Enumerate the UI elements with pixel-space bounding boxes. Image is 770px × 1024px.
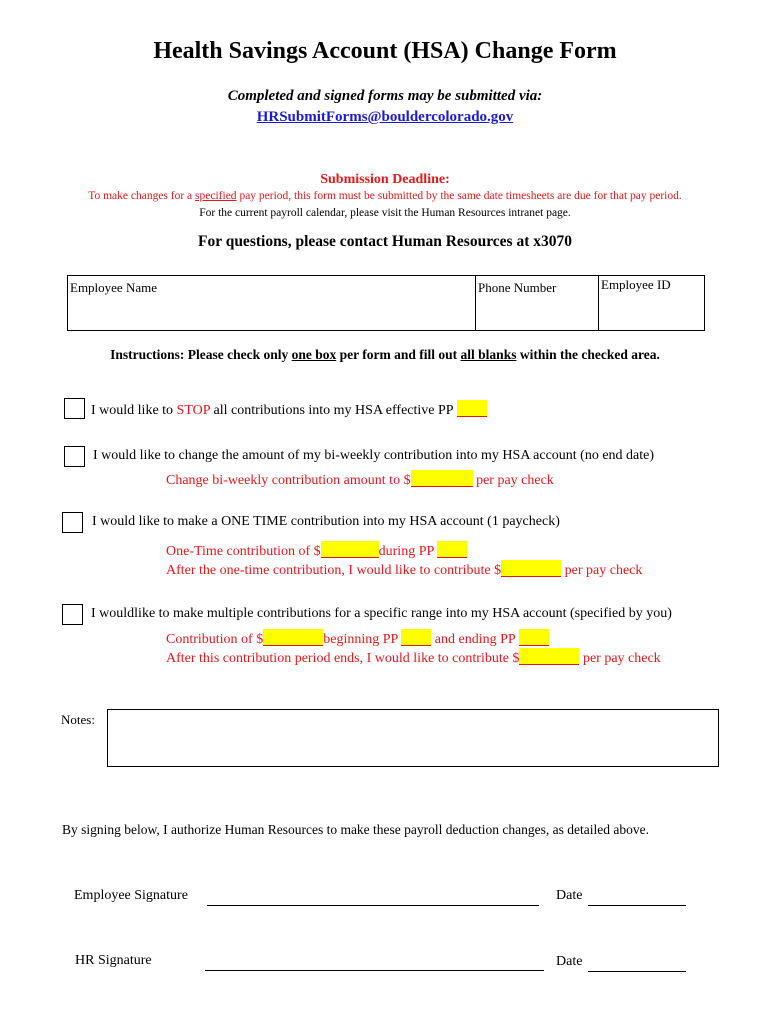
submission-instructions: Completed and signed forms may be submitted via: <box>227 88 543 104</box>
one-time-pp-blank[interactable] <box>437 541 467 558</box>
employee-signature-line[interactable] <box>207 905 539 906</box>
employee-name-field[interactable] <box>68 276 475 330</box>
employee-name-label: Employee Name <box>70 280 157 295</box>
multiple-contributions-checkbox[interactable] <box>62 604 83 625</box>
instructions <box>0 347 770 363</box>
multiple-begin-pp-blank[interactable] <box>401 629 431 646</box>
payroll-calendar-note: For the current payroll calendar, please visit the Human Resources intranet page. <box>199 207 571 219</box>
multiple-end-pre: and ending PP <box>431 632 519 647</box>
multiple-contributions-option: I wouldlike to make multiple contributions for a specific range into my HSA account (specified by you) <box>91 606 672 621</box>
change-amount-checkbox[interactable] <box>64 446 85 467</box>
hr-date-line[interactable] <box>588 971 686 972</box>
employee-signature-label: Employee Signature <box>74 888 188 903</box>
change-amount-blank[interactable] <box>411 470 473 487</box>
multiple-detail-1 <box>166 629 549 648</box>
after-one-time-post: per pay check <box>561 563 643 578</box>
notes-field[interactable] <box>107 709 719 767</box>
deadline-rule <box>0 190 770 202</box>
instructions-pre: Instructions: Please check only <box>110 347 292 362</box>
one-time-option: I would like to make a ONE TIME contribution into my HSA account (1 paycheck) <box>92 514 560 529</box>
instructions-post: within the checked area. <box>516 347 660 362</box>
employee-date-line[interactable] <box>588 905 686 906</box>
change-amount-pre: Change bi-weekly contribution amount to $ <box>166 473 411 488</box>
questions-contact: For questions, please contact Human Resources at x3070 <box>198 233 572 250</box>
stop-text-pre: I would like to <box>91 403 177 418</box>
one-time-pp-pre: during PP <box>378 544 438 559</box>
stop-keyword: STOP <box>176 403 211 418</box>
hr-date-label: Date <box>556 954 583 969</box>
employee-info-table <box>67 275 705 331</box>
stop-contributions-option <box>91 400 487 419</box>
instructions-all-blanks: all blanks <box>460 347 517 362</box>
multiple-begin-pre: beginning PP <box>323 632 402 647</box>
one-time-amount-blank[interactable] <box>321 541 379 558</box>
employee-id-label: Employee ID <box>601 277 671 292</box>
change-amount-option: I would like to change the amount of my bi-weekly contribution into my HSA account (no end date) <box>93 448 655 463</box>
after-period-post: per pay check <box>579 651 661 666</box>
one-time-detail-1 <box>166 541 467 560</box>
after-one-time-amount-blank[interactable] <box>501 560 561 577</box>
change-amount-detail <box>166 470 554 489</box>
deadline-rule-pre: To make changes for a <box>88 190 196 202</box>
instructions-one-box: one box <box>291 347 337 362</box>
after-period-amount-blank[interactable] <box>519 648 579 665</box>
hr-signature-label: HR Signature <box>75 953 152 968</box>
multiple-detail-2 <box>166 648 661 667</box>
after-period-pre: After this contribution period ends, I would like to contribute $ <box>166 651 520 666</box>
form-title: Health Savings Account (HSA) Change Form <box>153 38 617 64</box>
stop-text-post: all contributions into my HSA effective PP <box>210 403 457 418</box>
multiple-amount-pre: Contribution of $ <box>166 632 264 647</box>
one-time-amount-pre: One-Time contribution of $ <box>166 544 321 559</box>
multiple-end-pp-blank[interactable] <box>519 629 549 646</box>
phone-number-label: Phone Number <box>478 280 557 295</box>
deadline-rule-post: pay period, this form must be submitted by the same date timesheets are due for that pay period. <box>236 190 682 202</box>
multiple-amount-blank[interactable] <box>263 629 323 646</box>
authorization-statement: By signing below, I authorize Human Resources to make these payroll deduction changes, as detailed above. <box>62 822 649 837</box>
stop-contributions-checkbox[interactable] <box>64 398 85 419</box>
stop-pp-blank[interactable] <box>457 400 487 417</box>
one-time-detail-2 <box>166 560 642 579</box>
submission-email-link[interactable]: HRSubmitForms@bouldercolorado.gov <box>256 109 514 125</box>
employee-id-field[interactable] <box>598 276 705 330</box>
deadline-heading: Submission Deadline: <box>320 172 450 187</box>
phone-number-field[interactable] <box>475 276 598 330</box>
employee-date-label: Date <box>556 888 583 903</box>
hr-signature-line[interactable] <box>205 970 544 971</box>
instructions-mid: per form and fill out <box>336 347 461 362</box>
notes-label: Notes: <box>61 712 95 727</box>
change-amount-post: per pay check <box>472 473 554 488</box>
after-one-time-pre: After the one-time contribution, I would like to contribute $ <box>166 563 502 578</box>
one-time-checkbox[interactable] <box>62 512 83 533</box>
deadline-rule-underlined: specified <box>195 190 237 202</box>
